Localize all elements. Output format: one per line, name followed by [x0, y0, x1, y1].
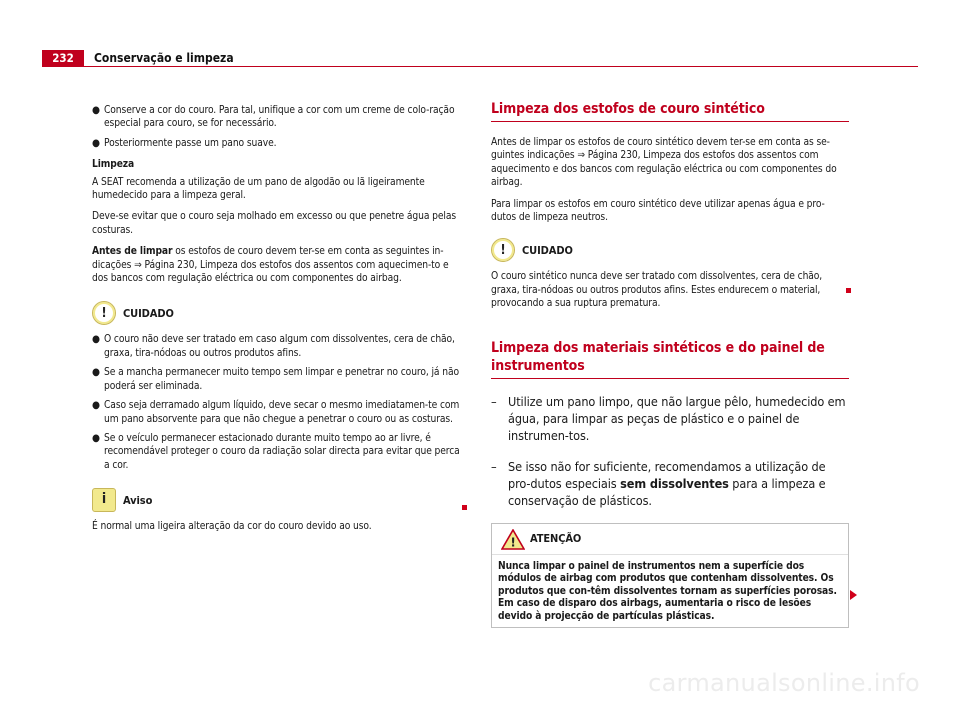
- atencao-text: Nunca limpar o painel de instrumentos nem a superfície dos módulos de airbag com produtos que contenham dissolventes. Os produtos que con-têm dissolventes tornam as superfícies porosas. Em caso de disparo dos airbags, aumentaria o risco de lesões devido à projecção de partículas plásticas.: [498, 560, 837, 623]
- right-column: [491, 100, 849, 628]
- limpeza-heading: Limpeza: [92, 159, 135, 171]
- running-title: Conservação e limpeza: [94, 51, 234, 65]
- svg-text:!: !: [510, 535, 516, 550]
- info-icon: i: [92, 488, 116, 512]
- aviso-text: É normal uma ligeira alteração da cor do couro devido ao uso.: [92, 521, 372, 533]
- step-item: – Utilize um pano limpo, que não largue pêlo, humedecido em água, para limpar as peças de plástico e o painel de instrumen-tos.: [491, 393, 846, 443]
- list-item: ● Se o veículo permanecer estacionado durante muito tempo ao ar livre, é recomendável proteger o couro da radiação solar directa para evitar que perca a cor.: [92, 432, 460, 471]
- watermark: carmanualsonline.info: [648, 669, 920, 697]
- warning-box: [491, 523, 849, 628]
- list-item: ● Conserve a cor do couro. Para tal, unifique a cor com um creme de colo-ração especial para couro, se for necessário.: [92, 105, 455, 130]
- atencao-label: ATENÇÃO: [530, 531, 582, 545]
- aviso-header: [92, 492, 464, 514]
- cuidado-label: CUIDADO: [123, 307, 174, 321]
- paragraph: Antes de limpar os estofos de couro sintético devem ter-se em conta as se-guintes indicações ⇒ Página 230, Limpeza dos estofos dos assentos com aquecimento e dos bancos com regulação eléctrica ou com componentes do airbag.: [491, 137, 837, 189]
- cuidado-header: [491, 242, 849, 264]
- section-end-marker: [846, 288, 851, 293]
- section-title: Limpeza dos estofos de couro sintético: [491, 100, 849, 122]
- list-item: ● O couro não deve ser tratado em caso algum com dissolventes, cera de chão, graxa, tira-nódoas ou outros produtos afins.: [92, 334, 455, 359]
- page-number: 232: [42, 50, 84, 67]
- list-item: ● Posteriormente passe um pano suave.: [92, 137, 277, 149]
- cuidado-label: CUIDADO: [522, 244, 573, 258]
- paragraph: Para limpar os estofos em couro sintético deve utilizar apenas água e pro-dutos de limpeza neutros.: [491, 198, 825, 224]
- warning-triangle-icon: [501, 529, 525, 550]
- step-item: – Se isso não for suficiente, recomendamos a utilização de pro-dutos especiais sem dissolventes para a limpeza e conservação de plásticos.: [491, 458, 826, 508]
- paragraph: A SEAT recomenda a utilização de um pano de algodão ou lã ligeiramente humedecido para a limpeza geral.: [92, 176, 425, 202]
- aviso-label: Aviso: [123, 494, 153, 508]
- left-column: [92, 104, 464, 542]
- section-end-marker: [462, 505, 467, 510]
- section-title: Limpeza dos materiais sintéticos e do painel de instrumentos: [491, 339, 849, 379]
- cuidado-header: [92, 305, 464, 327]
- continue-arrow-icon: [850, 590, 857, 600]
- atencao-header: [492, 524, 848, 555]
- paragraph: Antes de limpar os estofos de couro devem ter-se em conta as seguintes in-dicações ⇒ Página 230, Limpeza dos estofos dos assentos com aquecimen-to e dos bancos com regulação eléctrica ou com componentes do airbag.: [92, 246, 449, 285]
- paragraph: Deve-se evitar que o couro seja molhado em excesso ou que penetre água pelas costuras.: [92, 211, 457, 236]
- list-item: ● Se a mancha permanecer muito tempo sem limpar e penetrar no couro, já não poderá ser eliminada.: [92, 367, 459, 392]
- cuidado-text: O couro sintético nunca deve ser tratado com dissolventes, cera de chão, graxa, tira-nódoas ou outros produtos afins. Estes endurecem o material, provocando a sua ruptura prematura.: [491, 271, 823, 310]
- list-item: ● Caso seja derramado algum líquido, deve secar o mesmo imediatamen-te com um pano absorvente para que não chegue a penetrar o couro ou as costuras.: [92, 400, 460, 425]
- caution-icon: !: [92, 301, 116, 325]
- caution-icon: !: [491, 238, 515, 262]
